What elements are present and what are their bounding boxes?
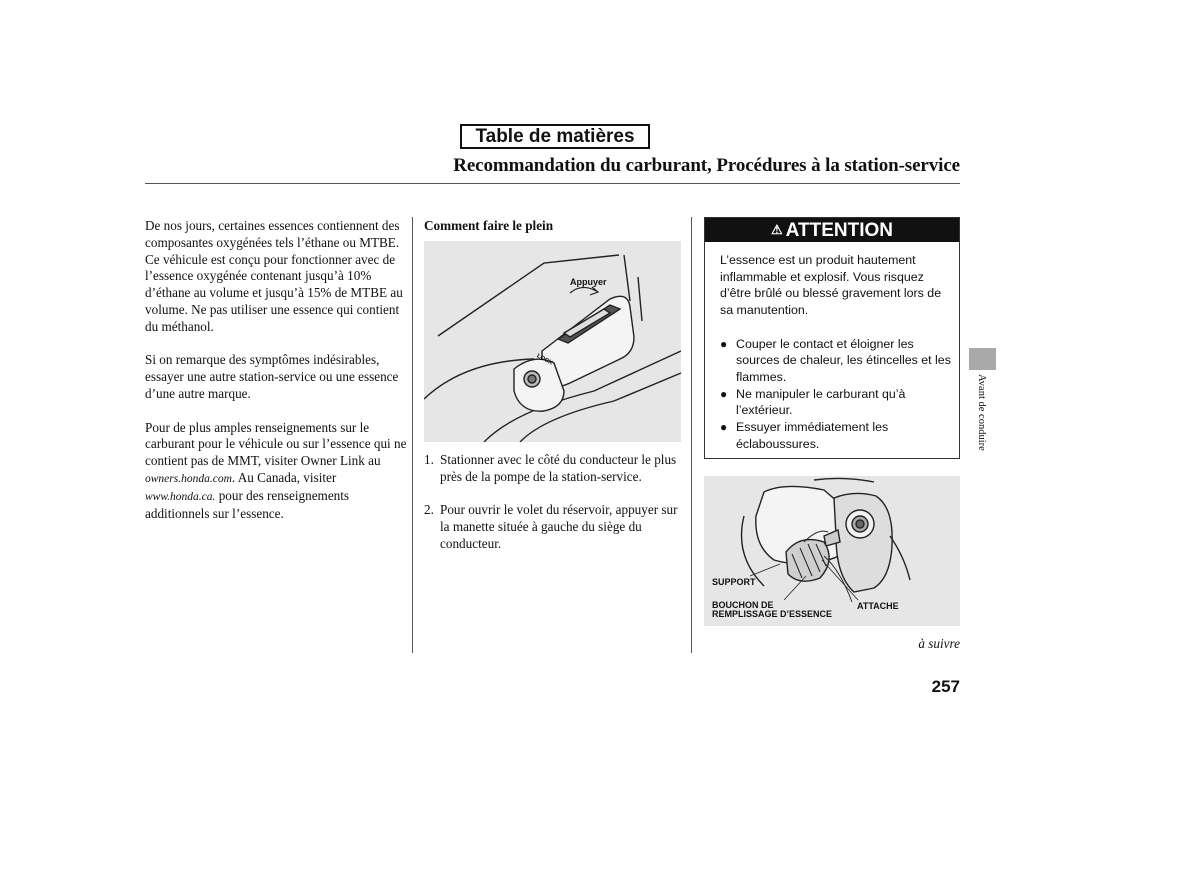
step-number: 1. (424, 452, 434, 467)
warning-list-text: Couper le contact et éloigner les sources de chaleur, les étincelles et les flammes. (736, 336, 951, 384)
warning-list-item (720, 419, 952, 452)
fuel-cap-label-line2: REMPLISSAGE D’ESSENCE (712, 609, 833, 619)
column-divider-1 (412, 217, 413, 653)
intro-column (145, 218, 407, 539)
fuel-cap-figure (704, 476, 960, 626)
column-divider-2 (691, 217, 692, 653)
warning-body (720, 252, 952, 452)
warning-box (704, 217, 960, 459)
warning-list-text: Essuyer immédiatement les éclaboussures. (736, 420, 889, 451)
header-rule (145, 183, 960, 184)
honda-ca-link[interactable]: www.honda.ca. (145, 490, 216, 503)
refuel-steps (424, 452, 686, 570)
warning-title: ATTENTION (785, 220, 893, 241)
section-tab-label: Avant de conduire (976, 374, 987, 451)
fuel-door-release-figure (424, 241, 681, 442)
step-item (424, 452, 686, 486)
step-number: 2. (424, 502, 434, 518)
bullet-icon: ● (720, 386, 728, 401)
owners-honda-link[interactable]: owners.honda.com (145, 472, 232, 485)
step-text: Stationner avec le côté du conducteur le plus près de la pompe de la station-service. (440, 452, 677, 484)
warning-intro: L’essence est un produit hautement inflammable et explosif. Vous risquez d’être brûlé ou blessé gravement lors de sa manutention. (720, 253, 942, 318)
warning-list (720, 336, 952, 453)
warning-header (705, 218, 959, 242)
paragraph-more-info-text-a: Pour de plus amples renseignements sur le carburant pour le véhicule ou sur l’essence qui ne contient pas de MMT, visiter Owner Link au (145, 419, 407, 469)
bullet-icon: ● (720, 420, 728, 435)
page-number: 257 (931, 677, 960, 696)
warning-list-item (720, 386, 952, 419)
warning-list-text: Ne manipuler le carburant qu’à l’extérieur. (736, 386, 906, 418)
paragraph-symptoms: Si on remarque des symptômes indésirables, essayer une autre station-service ou une essence d’une autre marque. (145, 352, 399, 401)
paragraph-more-info-text-b: . Au Canada, visiter (231, 469, 337, 485)
press-label: Appuyer (570, 277, 607, 287)
section-tab-marker (969, 348, 996, 370)
bullet-icon: ● (720, 336, 728, 351)
table-of-contents-button[interactable]: Table de matières (460, 124, 650, 149)
step-item (424, 502, 686, 552)
tether-label: ATTACHE (857, 601, 899, 611)
support-label: SUPPORT (712, 577, 756, 587)
continued-note: à suivre (918, 636, 960, 651)
lock-label: LOCK (535, 353, 554, 367)
paragraph-oxygenated-fuel: De nos jours, certaines essences contiennent des composantes oxygénées tels l’éthane ou MTBE. Ce véhicule est conçu pour fonctionner avec de l’essence oxygénée contenant jusqu’à 10% d’éthane au volume et jusqu’à 15% de MTBE au volume. Ne pas utiliser une essence qui contient du méthanol. (145, 218, 403, 334)
step-text: Pour ouvrir le volet du réservoir, appuyer sur la manette située à gauche du siège du conducteur. (440, 502, 678, 551)
fuel-cap-label-line1: BOUCHON DE (712, 600, 774, 610)
page-title: Recommandation du carburant, Procédures à la station-service (453, 155, 960, 176)
warning-list-item (720, 336, 952, 386)
fuel-door-release-illustration (424, 241, 681, 442)
section-heading-refuel: Comment faire le plein (424, 218, 554, 233)
warning-triangle-icon: ⚠ (771, 222, 783, 237)
paragraph-more-info (145, 420, 407, 523)
paragraph-more-info-text-c: pour des renseignements additionnels sur l’essence. (145, 487, 350, 521)
